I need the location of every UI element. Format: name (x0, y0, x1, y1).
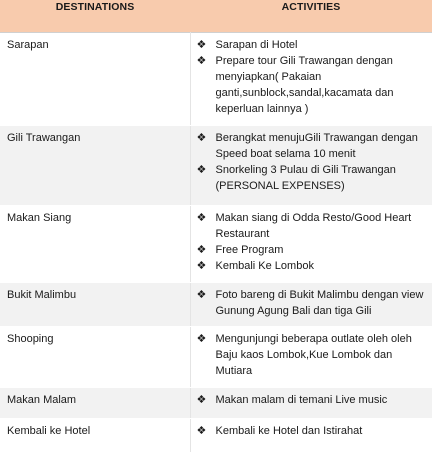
diamond-bullet-icon: ❖ (196, 332, 207, 345)
activity-text: Kembali ke Hotel dan Istirahat (215, 425, 363, 437)
activity-item (197, 210, 427, 242)
destination-cell: Makan Siang (0, 206, 190, 283)
diamond-bullet-icon: ❖ (196, 211, 207, 224)
activities-cell (190, 283, 432, 327)
activities-header: ACTIVITIES (190, 0, 432, 33)
destination-cell: Bukit Malimbu (0, 283, 190, 327)
destination-cell: Gili Trawangan (0, 126, 190, 206)
activity-item (197, 162, 427, 194)
activity-text: Berangkat menujuGili Trawangan dengan Speed boat selama 10 menit (215, 132, 418, 160)
activity-item (197, 242, 427, 258)
table-row (0, 419, 432, 453)
activity-item (197, 423, 427, 439)
activity-item (197, 331, 427, 379)
activity-item (197, 258, 427, 274)
diamond-bullet-icon: ❖ (196, 131, 207, 144)
activity-text: Makan malam di temani Live music (215, 394, 388, 406)
destination-cell: Sarapan (0, 33, 190, 126)
diamond-bullet-icon: ❖ (196, 38, 207, 51)
diamond-bullet-icon: ❖ (196, 288, 207, 301)
activity-item (197, 53, 427, 117)
activities-cell (190, 388, 432, 419)
destination-cell: Kembali ke Hotel (0, 419, 190, 453)
diamond-bullet-icon: ❖ (196, 393, 207, 406)
diamond-bullet-icon: ❖ (196, 163, 207, 176)
activities-cell (190, 419, 432, 453)
diamond-bullet-icon: ❖ (196, 54, 207, 67)
activity-text: Snorkeling 3 Pulau di Gili Trawangan (PERSONAL EXPENSES) (215, 164, 396, 192)
activities-cell (190, 327, 432, 388)
destination-cell: Shooping (0, 327, 190, 388)
destination-cell: Makan Malam (0, 388, 190, 419)
activities-cell (190, 206, 432, 283)
activities-cell (190, 126, 432, 206)
activity-text: Kembali Ke Lombok (215, 260, 314, 272)
table-row (0, 327, 432, 388)
activity-item (197, 392, 427, 408)
table-row (0, 126, 432, 206)
activity-text: Makan siang di Odda Resto/Good Heart Restaurant (215, 212, 412, 240)
activity-text: Free Program (215, 244, 284, 256)
activity-text: Mengunjungi beberapa outlate oleh oleh Baju kaos Lombok,Kue Lombok dan Mutiara (215, 333, 412, 377)
activity-text: Foto bareng di Bukit Malimbu dengan view Gunung Agung Bali dan tiga Gili (215, 289, 424, 317)
diamond-bullet-icon: ❖ (196, 243, 207, 256)
table-row (0, 206, 432, 283)
activity-text: Sarapan di Hotel (215, 39, 298, 51)
activity-item (197, 130, 427, 162)
diamond-bullet-icon: ❖ (196, 259, 207, 272)
activity-item (197, 287, 427, 319)
diamond-bullet-icon: ❖ (196, 424, 207, 437)
table-row (0, 283, 432, 327)
activity-text: Prepare tour Gili Trawangan dengan menyiapkan( Pakaian ganti,sunblock,sandal,kacamata dan keperluan lainnya ) (215, 55, 394, 115)
destinations-header: DESTINATIONS (0, 0, 190, 33)
activities-cell (190, 33, 432, 126)
table-row (0, 388, 432, 419)
header-row (0, 0, 432, 33)
table-row (0, 33, 432, 126)
activity-item (197, 37, 427, 53)
